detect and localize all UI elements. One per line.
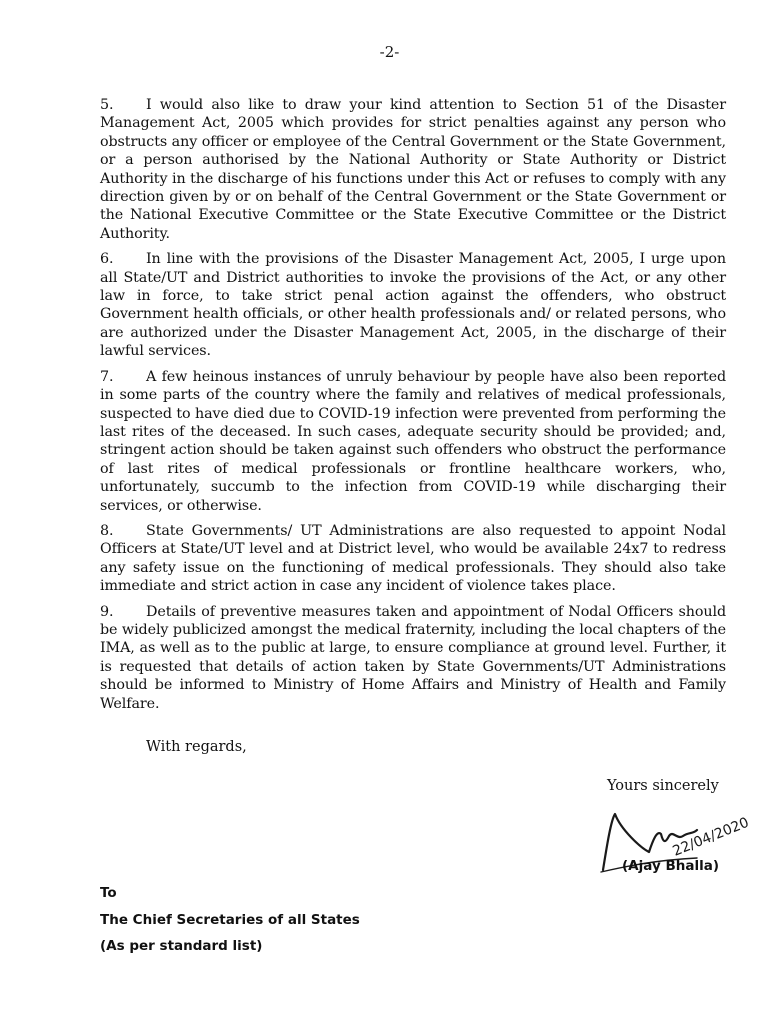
page-number: -2- (379, 43, 400, 61)
paragraph-7 (100, 368, 726, 515)
paragraph-number: 6. (100, 251, 114, 268)
paragraph-text: In line with the provisions of the Disaster Management Act, 2005, I urge upon all State/UT and District authorities to invoke the provisions of the Act, or any other law in force, to take strict penal action against the offenders, who obstruct Government health officials, or other health professionals and/ or related persons, who are authorized under the Disaster Management Act, 2005, in the discharge of their lawful services. (100, 251, 726, 360)
paragraph-number: 5. (100, 97, 114, 113)
paragraph-number: 9. (100, 603, 114, 620)
paragraph-6 (100, 250, 726, 360)
paragraph-text: I would also like to draw your kind attention to Section 51 of the Disaster Management Act, 2005 which provides for strict penalties against any person who obstructs any officer or employee of the Central Government or the State Government, or a person authorised by the National Authority or State Authority or District Authority in the discharge of his functions under this Act or refuses to comply with any direction given by or on behalf of the Central Government or the State Government or the National Executive Committee or the State Executive Committee or the District Authority. (100, 97, 726, 242)
address-to: To (100, 885, 117, 901)
paragraph-text: Details of preventive measures taken and appointment of Nodal Officers should be widely publicized amongst the medical fraternity, including the local chapters of the IMA, as well as to the public at large, to ensure compliance at ground level. Further, it is requested that details of action taken by State Governments/UT Administrations should be informed to Ministry of Home Affairs and Ministry of Health and Family Welfare. (100, 603, 726, 712)
paragraph-text: State Governments/ UT Administrations are also requested to appoint Nodal Officers at State/UT level and at District level, who would be available 24x7 to redress any safety issue on the functioning of medical professionals. They should also take immediate and strict action in case any incident of violence takes place. (100, 522, 726, 595)
regards-line: With regards, (146, 739, 247, 755)
address-note: (As per standard list) (100, 938, 263, 954)
paragraph-number: 7. (100, 368, 114, 385)
address-recipient: The Chief Secretaries of all States (100, 911, 360, 928)
paragraph-text: A few heinous instances of unruly behaviour by people have also been reported in some parts of the country where the family and relatives of medical professionals, suspected to have died due to COVID-19 infection were prevented from performing the last rites of the deceased. In such cases, adequate security should be provided; and, stringent action should be taken against such offenders who obstruct the performance of last rites of medical professionals or frontline healthcare workers, who, unfortunately, succumb to the infection from COVID-19 while discharging their services, or otherwise. (100, 368, 726, 514)
address-block (100, 880, 360, 960)
paragraph-8 (100, 522, 726, 596)
signer-name: (Ajay Bhalla) (622, 858, 719, 874)
paragraph-9 (100, 603, 726, 713)
paragraph-5 (100, 96, 726, 243)
signature-date: 22/04/2020 (670, 814, 752, 860)
closing-line: Yours sincerely (607, 778, 719, 794)
paragraph-number: 8. (100, 522, 114, 539)
letter-body (100, 96, 726, 720)
